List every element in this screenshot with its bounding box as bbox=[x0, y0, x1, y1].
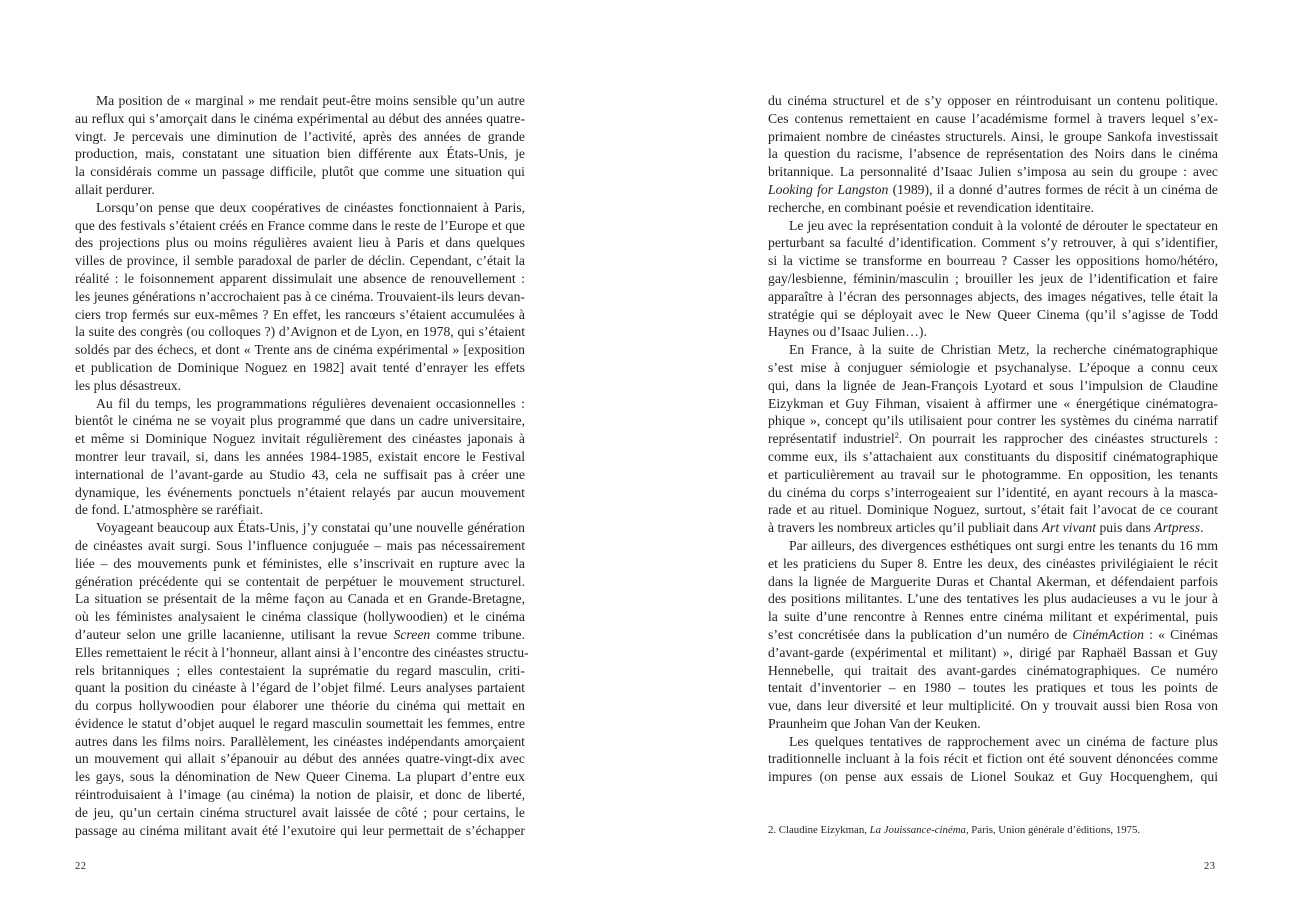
paragraph bbox=[75, 92, 525, 199]
text-line: rade et au rituel. Dominique Noguez, surtout, s’était fait l’avocat de ce courant bbox=[768, 502, 1218, 518]
text-line: passage au cinéma militant avait été l’exutoire qui leur permettait de s’échapper bbox=[75, 822, 525, 838]
text-line: villes de province, il semble paradoxal de parler de déclin. Cependant, c’était la bbox=[75, 253, 525, 269]
italic-title: Art vivant bbox=[1041, 520, 1097, 536]
text-line: perturbant sa faculté d’identification. Comment s’y retrouver, à qui s’identifier, bbox=[768, 235, 1218, 251]
italic-title: La Jouissance-cinéma bbox=[869, 824, 966, 836]
paragraph bbox=[75, 199, 525, 395]
text-line: recherche, en combinant poésie et revendication identitaire. bbox=[768, 199, 1095, 215]
text-line: Praunheim que Johan Van der Keuken. bbox=[768, 715, 981, 731]
text-run: : « Cinémas bbox=[1143, 626, 1219, 642]
text-line: la suite des congrès (ou colloques ?) d’Avignon et de Lyon, en 1978, qui s’étaient bbox=[75, 324, 525, 340]
text-run: (1989), il a donné d’autres formes de récit à un cinéma de bbox=[888, 181, 1218, 197]
text-line: En France, à la suite de Christian Metz, la recherche cinématographique bbox=[789, 342, 1218, 358]
text-line: et publication de Dominique Noguez en 1982] avait tenté d’enrayer les effets bbox=[75, 359, 525, 375]
paragraph bbox=[768, 217, 1218, 342]
italic-title: Looking for Langston bbox=[768, 181, 889, 197]
text-run: comme tribune. bbox=[430, 626, 525, 642]
text-line bbox=[768, 181, 1218, 199]
text-line: où les féministes analysaient le cinéma classique (hollywoodien) et le cinéma bbox=[75, 609, 525, 625]
text-line: de jeu, qu’un certain cinéma structurel avait laissée de côté ; pour certains, le bbox=[75, 804, 525, 820]
paragraph bbox=[768, 537, 1218, 733]
text-line: Haynes ou d’Isaac Julien…). bbox=[768, 324, 927, 340]
text-line: La situation se présentait de la même façon au Canada et en Grande-Bretagne, bbox=[75, 591, 525, 607]
paragraph bbox=[768, 92, 1218, 217]
text-line: et même si Dominique Noguez invitait régulièrement des cinéastes japonais à bbox=[75, 431, 525, 447]
text-line: dans la lignée de Marguerite Duras et Chantal Akerman, et défendaient parfois bbox=[768, 573, 1218, 589]
text-line: du cinéma structurel et de s’y opposer en réintroduisant un contenu politique. bbox=[768, 93, 1218, 108]
italic-title: Artpress bbox=[1154, 520, 1201, 536]
text-line: et les praticiens du Super 8. Entre les deux, des cinéastes privilégiaient le récit bbox=[768, 555, 1218, 571]
text-line: et particulièrement au travail sur le photogramme. En opposition, les tenants bbox=[768, 466, 1218, 482]
text-line: du corpus hollywoodien pour élaborer une théorie du cinéma qui mettait en bbox=[75, 698, 525, 714]
text-line: gay/lesbienne, féminin/masculin ; brouiller les jeux de l’identification et faire bbox=[768, 270, 1218, 286]
text-line: que des festivals s’étaient créés en France comme dans le reste de l’Europe et que bbox=[75, 217, 525, 233]
text-line: Ces contenus remettaient en cause l’académisme formel à travers lequel s’ex- bbox=[768, 110, 1218, 126]
text-line: autres dans les films noirs. Parallèlement, les cinéastes indépendants amorçaient bbox=[75, 733, 525, 749]
text-line: tentait d’inventorier – en 1980 – toutes les pratiques et tous les points de bbox=[768, 680, 1218, 696]
text-line: les plus désastreux. bbox=[75, 377, 182, 393]
text-line: la question du racisme, l’absence de représentation des Noirs dans le cinéma bbox=[768, 146, 1218, 162]
text-line: la considérais comme un passage difficile, plutôt que comme une situation qui bbox=[75, 164, 525, 180]
text-line: Au fil du temps, les programmations régulières devenaient occasionnelles : bbox=[96, 395, 525, 411]
text-line: de cinéastes avait surgi. Sous l’influence conjuguée – mais pas nécessairement bbox=[75, 537, 525, 553]
text-line: Le jeu avec la représentation conduit à la volonté de dérouter le spectateur en bbox=[789, 217, 1218, 233]
text-line: britannique. La personnalité d’Isaac Julien s’imposa au sein du groupe : avec bbox=[768, 164, 1218, 180]
text-run: s’est concrétisée dans la publication d’un numéro de bbox=[768, 626, 1073, 642]
text-line: Elles remettaient le récit à l’honneur, allant ainsi à l’encontre des cinéastes structu- bbox=[75, 644, 529, 660]
text-line: Eizykman et Guy Fihman, visaient à affirmer une « énergétique cinématogra- bbox=[768, 395, 1218, 411]
text-line bbox=[75, 626, 525, 644]
text-run: d’auteur selon une grille lacanienne, utilisant la revue bbox=[75, 626, 394, 642]
text-line: les gays, sous la dénomination de New Queer Cinema. La plupart d’entre eux bbox=[75, 769, 525, 785]
text-line: un mouvement qui allait s’épanouir au début des années quatre-vingt-dix avec bbox=[75, 751, 525, 767]
text-line: si la victime se transforme en bourreau ? Casser les oppositions homo/hétéro, bbox=[768, 253, 1218, 269]
text-run: à travers les nombreux articles qu’il publiait dans bbox=[768, 520, 1042, 536]
paragraph bbox=[75, 395, 525, 520]
text-line: Ma position de « marginal » me rendait peut-être moins sensible qu’un autre bbox=[96, 93, 525, 108]
text-line: réalité : le foisonnement apparent dissimulait une absence de renouvellement : bbox=[75, 270, 525, 286]
text-line: réintroduisaient à l’image (au cinéma) la notion de plaisir, et donc de liberté, bbox=[75, 787, 525, 803]
page-number-left: 22 bbox=[75, 861, 87, 872]
text-line: dynamique, les événements ponctuels n’étaient relayés par aucun mouvement bbox=[75, 484, 525, 500]
text-line bbox=[768, 519, 1218, 537]
text-line: des positions militantes. L’une des tentatives les plus audacieuses a vu le jour à bbox=[768, 591, 1218, 607]
text-run: 2. Claudine Eizykman, bbox=[768, 824, 870, 836]
text-line: du cinéma du corps s’interrogeaient sur l’identité, en ayant recours à la masca- bbox=[768, 484, 1218, 500]
text-run: puis dans bbox=[1096, 520, 1155, 536]
paragraph bbox=[75, 519, 529, 839]
italic-title: CinémAction bbox=[1072, 626, 1144, 642]
page-number-right: 23 bbox=[1204, 861, 1216, 872]
text-line: Les quelques tentatives de rapprochement avec un cinéma de facture plus bbox=[789, 733, 1218, 749]
text-line bbox=[768, 626, 1218, 644]
text-line: traditionnelle incluant à la fois récit et fiction ont été souvent dénoncées comme bbox=[768, 751, 1218, 767]
right-page-body bbox=[768, 92, 1218, 786]
paragraph bbox=[768, 341, 1218, 537]
text-line: de fond. L’atmosphère se raréfiait. bbox=[75, 502, 264, 518]
text-line: soldés par des échecs, et dont « Trente ans de cinéma expérimental » [exposition bbox=[75, 342, 525, 358]
text-line: bientôt le cinéma ne se voyait plus programmé que dans un cadre universitaire, bbox=[75, 413, 525, 429]
text-line: les jeunes générations n’accrochaient pas à ce cinéma. Trouvaient-ils leurs devan- bbox=[75, 288, 525, 304]
footnote bbox=[768, 824, 1140, 836]
text-line: international de l’avant-garde au Studio 43, cela ne suffisait pas à créer une bbox=[75, 466, 525, 482]
text-line: génération précédente qui se contentait de perpétuer le mouvement structurel. bbox=[75, 573, 525, 589]
text-line: vingt. Je percevais une diminution de l’activité, après des années de grande bbox=[75, 128, 525, 144]
paragraph bbox=[768, 733, 1218, 786]
text-line: Par ailleurs, des divergences esthétiques ont surgi entre les tenants du 16 mm bbox=[789, 537, 1218, 553]
text-line: au reflux qui s’amorçait dans le cinéma expérimental au début des années quatre- bbox=[75, 110, 525, 126]
text-line: phique », concept qu’ils utilisaient pour contrer les systèmes du cinéma narratif bbox=[768, 413, 1218, 429]
text-run: . bbox=[1200, 520, 1204, 536]
text-line: comme eux, ils s’attachaient aux constituants du dispositif cinématographique bbox=[768, 448, 1218, 464]
text-line: ciers trop fermés sur eux-mêmes ? En effet, les rancœurs s’étaient accumulées à bbox=[75, 306, 525, 322]
text-line: rels britanniques ; elles contestaient la suprématie du regard masculin, criti- bbox=[75, 662, 525, 678]
text-line: quant la position du cinéaste à l’égard de l’objet filmé. Leurs analyses partaient bbox=[75, 680, 525, 696]
text-run: , Paris, Union générale d’éditions, 1975. bbox=[965, 824, 1141, 836]
text-line: Voyageant beaucoup aux États-Unis, j’y constatai qu’une nouvelle génération bbox=[96, 520, 525, 536]
text-line: primaient nombre de cinéastes structurels. Ainsi, le groupe Sankofa investissait bbox=[768, 128, 1218, 144]
italic-title: Screen bbox=[393, 626, 431, 642]
text-line: des projections plus ou moins régulières avaient lieu à Paris et dans quelques bbox=[75, 235, 525, 251]
text-line: Lorsqu’on pense que deux coopératives de cinéastes fonctionnaient à Paris, bbox=[96, 199, 525, 215]
text-line: la suite d’une rencontre à Rennes entre cinéma militant et expérimental, puis bbox=[768, 609, 1218, 625]
text-line: qui, dans la lignée de Jean-François Lyotard et sous l’impulsion de Claudine bbox=[768, 377, 1218, 393]
text-line: vue, dans leur diversité et leur multiplicité. On y trouvait aussi bien Rosa von bbox=[768, 698, 1218, 714]
footnote-reference: 2 bbox=[894, 431, 899, 441]
text-line: évidence le statut d’objet auquel le regard masculin soumettait les femmes, entre bbox=[75, 715, 525, 731]
text-line bbox=[768, 430, 1218, 448]
text-line: production, mais, constatant une situation bien différente aux États-Unis, je bbox=[75, 146, 525, 162]
text-line: apparaître à l’écran des personnages abjects, des images négatives, telle était la bbox=[768, 288, 1218, 304]
text-line: stratégie qui se déployait avec le New Queer Cinema (qu’il s’agisse de Todd bbox=[768, 306, 1218, 322]
text-line: liée – des mouvements punk et féministes, elle s’inscrivait en rupture avec la bbox=[75, 555, 525, 571]
text-line: allait perdurer. bbox=[75, 181, 155, 197]
text-run: représentatif industriel bbox=[768, 431, 895, 447]
text-line: montrer leur travail, si, dans les années 1984-1985, existait encore le Festival bbox=[75, 448, 525, 464]
text-line: impures (on pense aux essais de Lionel Soukaz et Guy Hocquenghem, qui bbox=[768, 769, 1218, 785]
text-line: d’avant-garde (expérimental et militant) », dirigé par Raphaël Bassan et Guy bbox=[768, 644, 1218, 660]
text-line: s’est mise à conjuguer sémiologie et psychanalyse. L’époque a connu ceux bbox=[768, 359, 1218, 375]
text-run: . On pourrait les rapprocher des cinéastes structurels : bbox=[898, 431, 1218, 447]
text-line: Hennebelle, qui traitait des avant-gardes cinématographiques. Ce numéro bbox=[768, 662, 1218, 678]
left-page-body bbox=[75, 92, 529, 839]
